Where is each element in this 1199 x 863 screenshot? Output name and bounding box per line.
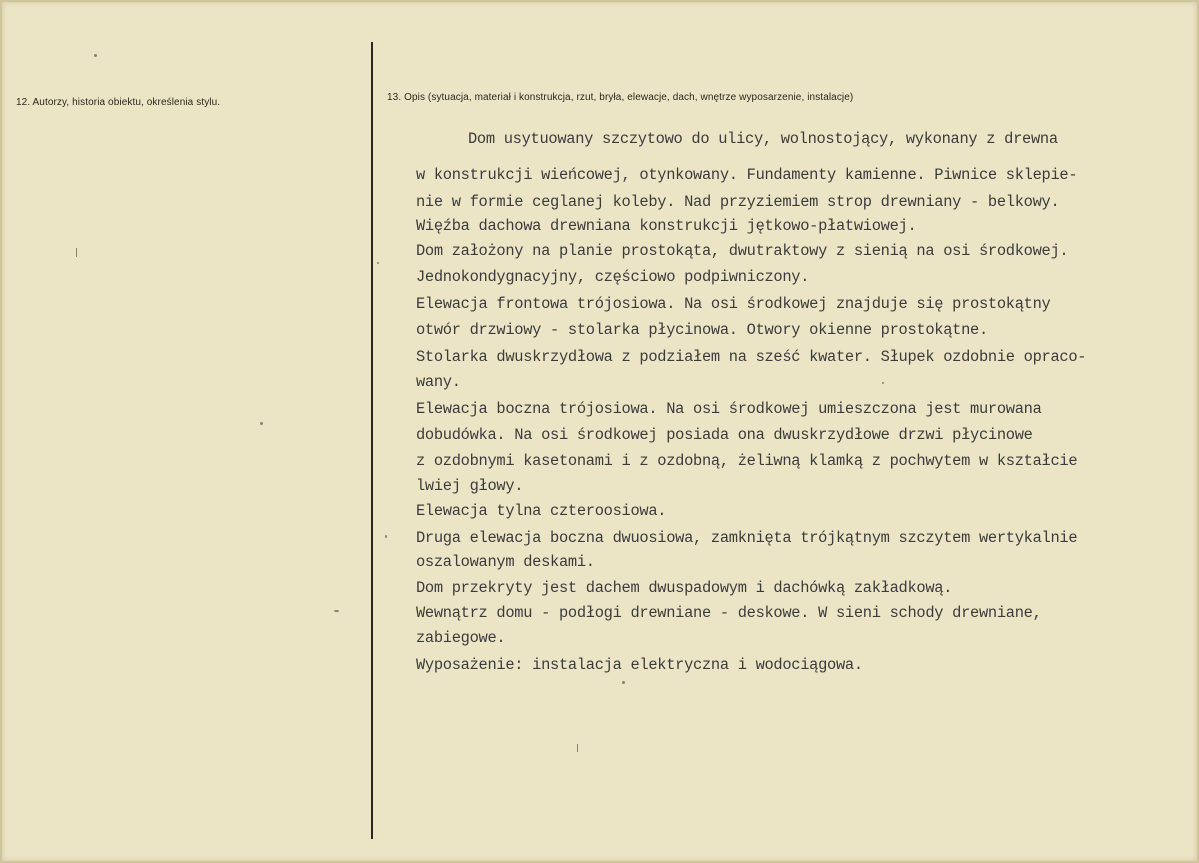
column-divider — [371, 42, 373, 839]
paper-speck — [76, 248, 77, 257]
paper-speck — [882, 382, 884, 384]
description-line: Stolarka dwuskrzydłowa z podziałem na sześć kwater. Słupek ozdobnie opraco- — [416, 348, 1087, 366]
description-line: w konstrukcji wieńcowej, otynkowany. Fundamenty kamienne. Piwnice sklepie- — [416, 166, 1078, 184]
paper-speck — [334, 610, 339, 612]
paper-speck — [622, 681, 625, 684]
description-line: Dom usytuowany szczytowo do ulicy, wolnostojący, wykonany z drewna — [468, 130, 1058, 148]
description-line: Elewacja tylna czteroosiowa. — [416, 502, 667, 520]
paper-speck — [377, 262, 379, 264]
description-line: Elewacja boczna trójosiowa. Na osi środkowej umieszczona jest murowana — [416, 400, 1042, 418]
section-12-label: 12. Autorzy, historia obiektu, określenia stylu. — [16, 97, 221, 108]
description-line: dobudówka. Na osi środkowej posiada ona dwuskrzydłowe drzwi płycinowe — [416, 426, 1033, 444]
description-line: Więźba dachowa drewniana konstrukcji jętkowo-płatwiowej. — [416, 217, 917, 235]
description-line: zabiegowe. — [416, 629, 506, 647]
description-line: nie w formie ceglanej koleby. Nad przyziemiem strop drewniany - belkowy. — [416, 193, 1060, 211]
description-line: oszalowanym deskami. — [416, 553, 595, 571]
description-line: wany. — [416, 373, 461, 391]
paper-speck — [94, 54, 97, 57]
paper-speck — [260, 422, 263, 425]
description-line: z ozdobnymi kasetonami i z ozdobną, żeliwną klamką z pochwytem w kształcie — [416, 452, 1078, 470]
description-line: Wewnątrz domu - podłogi drewniane - deskowe. W sieni schody drewniane, — [416, 604, 1042, 622]
description-line: Jednokondygnacyjny, częściowo podpiwniczony. — [416, 268, 810, 286]
description-line: lwiej głowy. — [416, 477, 524, 495]
description-line: Druga elewacja boczna dwuosiowa, zamknięta trójkątnym szczytem wertykalnie — [416, 529, 1078, 547]
description-line: otwór drzwiowy - stolarka płycinowa. Otwory okienne prostokątne. — [416, 321, 988, 339]
paper-speck — [385, 535, 387, 538]
description-line: Dom założony na planie prostokąta, dwutraktowy z sienią na osi środkowej. — [416, 242, 1069, 260]
description-text — [416, 130, 1186, 674]
section-13-label: 13. Opis (sytuacja, materiał i konstrukcja, rzut, bryła, elewacje, dach, wnętrze wyposarzenie, instalacje) — [387, 92, 854, 103]
description-line: Wyposażenie: instalacja elektryczna i wodociągowa. — [416, 656, 863, 674]
description-line: Dom przekryty jest dachem dwuspadowym i dachówką zakładkową. — [416, 579, 953, 597]
description-line: Elewacja frontowa trójosiowa. Na osi środkowej znajduje się prostokątny — [416, 295, 1051, 313]
paper-speck — [577, 744, 578, 752]
